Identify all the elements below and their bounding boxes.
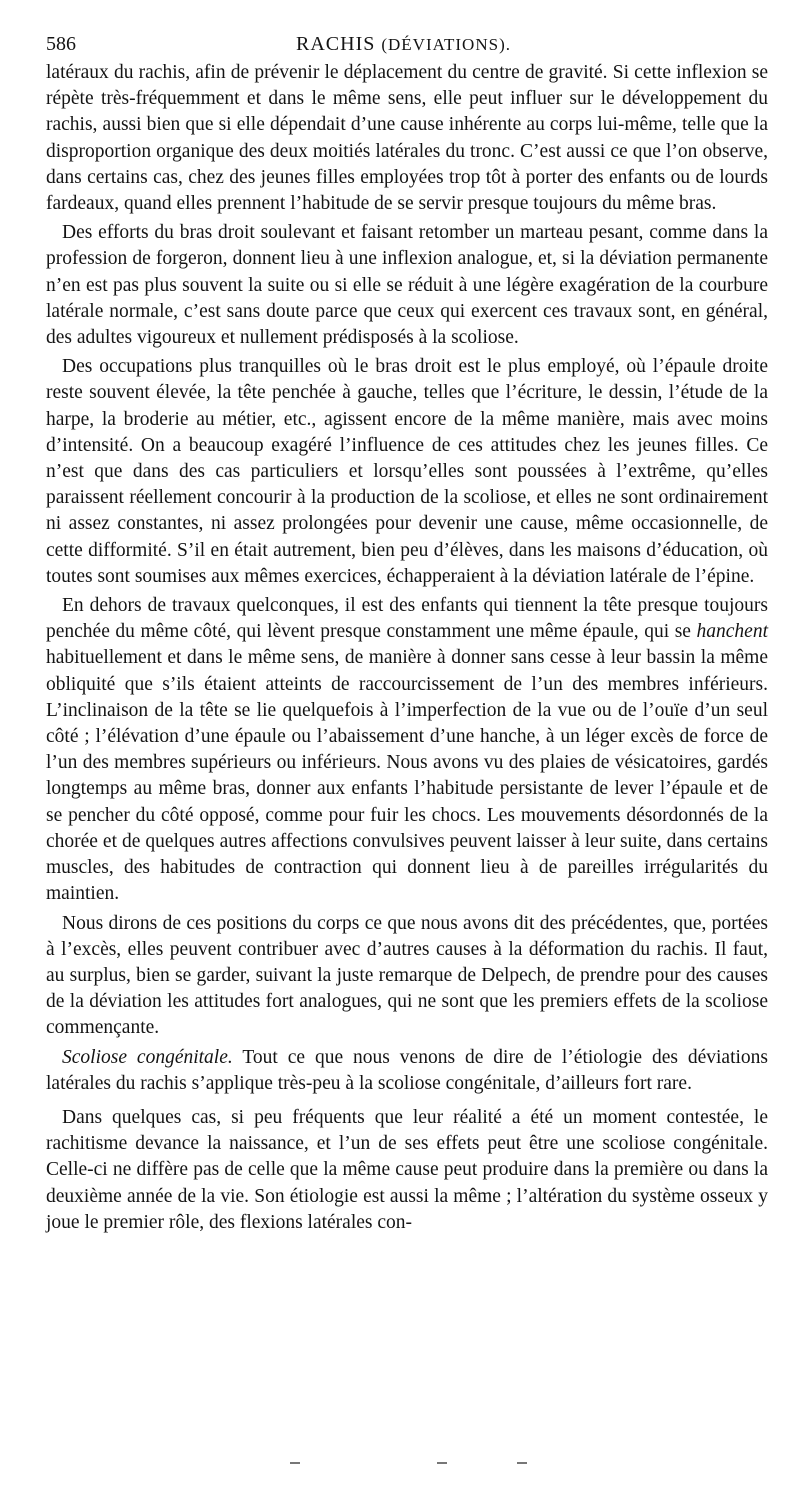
paragraph-5: Nous dirons de ces positions du corps ce que nous avons dit des précédentes, que, portées à l’excès, elles peuvent contribuer avec d’autres causes à la déformation du rachis. Il faut, au surplus, bien se garder, suivant la juste remarque de Delpech, de prendre pour des causes de la déviation les attitudes fort analogues, qui ne sont que les premiers effets de la scoliose commençante. [46, 912, 768, 1039]
page-number: 586 [46, 33, 76, 55]
scan-mark [517, 1462, 527, 1464]
paragraph-4-part-1: En dehors de travaux quelconques, il est des enfants qui tiennent la tête presque toujours penchée du même côté, qui lèvent presque constamment une même épaule, qui se [46, 595, 768, 643]
running-head [46, 28, 768, 60]
scan-mark [290, 1462, 300, 1464]
paragraph-4 [46, 593, 768, 907]
running-title-main: RACHIS [296, 33, 376, 55]
paragraph-6-text: Tout ce que nous venons de dire de l’étiologie des déviations latérales du rachis s’applique très-peu à la scoliose congénitale, d’ailleurs fort rare. [46, 1046, 769, 1094]
running-title-sub: (DÉVIATIONS). [381, 35, 511, 54]
section-heading-scoliose-congenitale: Scoliose congénitale. [62, 1046, 233, 1068]
paragraph-1: latéraux du rachis, afin de prévenir le déplacement du centre de gravité. Si cette inflexion se répète très-fréquemment et dans le même sens, elle peut influer sur le développement du rachis, aussi bien que si elle dépendait d’une cause inhérente au corps lui-même, telle que la disproportion organique des deux moitiés latérales du tronc. C’est aussi ce que l’on observe, dans certains cas, chez des jeunes filles employées trop tôt à porter des enfants ou de lourds fardeaux, quand elles prennent l’habitude de se servir presque toujours du même bras. [46, 62, 768, 215]
document-page [46, 28, 768, 1236]
paragraph-3: Des occupations plus tranquilles où le bras droit est le plus employé, où l’épaule droite reste souvent élevée, la tête penchée à gauche, telles que l’écriture, le dessin, l’étude de la harpe, la broderie au métier, etc., agissent encore de la même manière, mais avec moins d’intensité. On a beaucoup exagéré l’influence de ces attitudes chez les jeunes filles. Ce n’est que dans des cas particuliers et lorsqu’elles sont poussées à l’extrême, qu’elles paraissent réellement concourir à la production de la scoliose, et elles ne sont ordinairement ni assez constantes, ni assez prolongées pour devenir une cause, même occasionnelle, de cette difformité. S’il en était autrement, bien peu d’élèves, dans les maisons d’éducation, où toutes sont soumises aux mêmes exercices, échapperaient à la déviation latérale de l’épine. [46, 356, 768, 587]
paragraph-6 [46, 1045, 768, 1097]
scan-mark [437, 1462, 447, 1464]
paragraph-7: Dans quelques cas, si peu fréquents que leur réalité a été un moment contestée, le rachitisme devance la naissance, et l’un de ses effets peut être une scoliose congénitale. Celle-ci ne diffère pas de celle que la même cause peut produire dans la première ou dans la deuxième année de la vie. Son étiologie est aussi la même ; l’altération du système osseux y joue le premier rôle, des flexions latérales con- [46, 1106, 768, 1233]
running-title [296, 28, 511, 61]
body-text [46, 60, 768, 1236]
paragraph-4-part-2: habituellement et dans le même sens, de manière à donner sans cesse à leur bassin la même obliquité que s’ils étaient atteints de raccourcissement de l’un des membres inférieurs. L’inclinaison de la tête se lie quelquefois à l’imperfection de la vue ou de l’ouïe d’un seul côté ; l’élévation d’une épaule ou l’abaissement d’une hanche, à un léger excès de force de l’un des membres supérieurs ou inférieurs. Nous avons vu des plaies de vésicatoires, gardés longtemps au même bras, donner aux enfants l’habitude persistante de lever l’épaule et de se pencher du côté opposé, comme pour fuir les chocs. Les mouvements désordonnés de la chorée et de quelques autres affections convulsives peuvent laisser à leur suite, dans certains muscles, des habitudes de contraction qui donnent lieu à de pareilles irrégularités du maintien. [46, 647, 768, 905]
paragraph-4-emphasis: hanchent [696, 621, 768, 643]
paragraph-2: Des efforts du bras droit soulevant et faisant retomber un marteau pesant, comme dans la profession de forgeron, donnent lieu à une inflexion analogue, et, si la déviation permanente n’en est pas plus souvent la suite ou si elle se réduit à une légère exagération de la courbure latérale normale, c’est sans doute parce que ceux qui exercent ces travaux sont, en général, des adultes vigoureux et nullement prédisposés à la scoliose. [46, 222, 768, 349]
footer-scan-marks [0, 1462, 800, 1474]
